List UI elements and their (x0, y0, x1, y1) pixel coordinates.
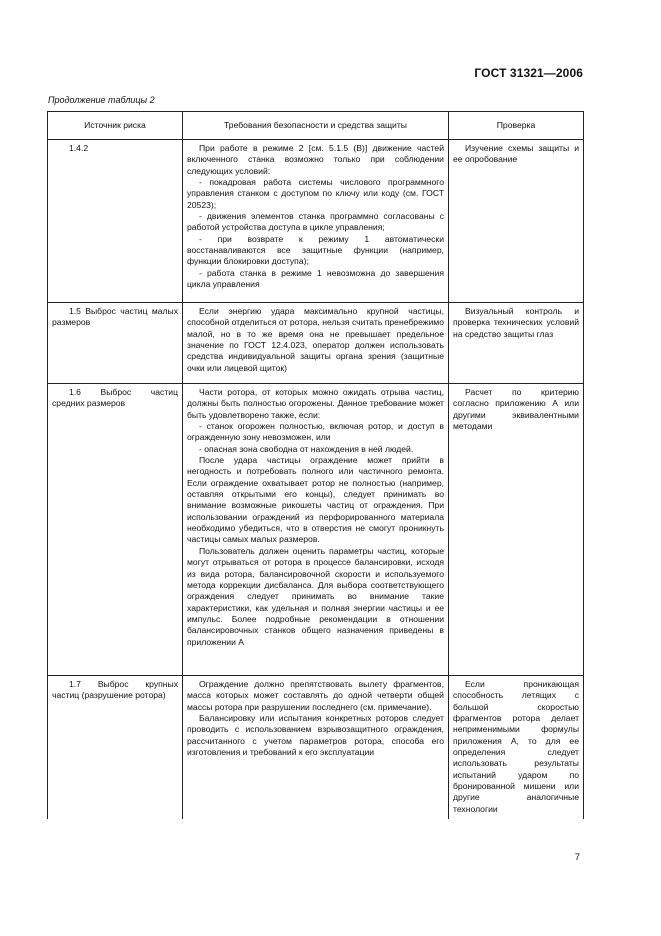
table-header-row (48, 112, 584, 140)
table-row (48, 303, 584, 384)
table-continuation-caption: Продолжение таблицы 2 (48, 95, 155, 105)
check-text: Если проникающая способность летящих с большой скоростью фрагментов ротора делает неприменимыми формулы приложения А, то для ее определения следует использовать результаты испытаний ударом по бронированной мишени или другие аналогичные технологии (453, 679, 579, 814)
requirement-paragraph: Части ротора, от которых можно ожидать отрыва частиц, должны быть полностью огорожены. Данное требование может быть удовлетворено также, если: (187, 387, 444, 420)
safety-requirements-table (47, 111, 584, 819)
requirement-list-item: - опасная зона свободна от нахождения в ней людей. (199, 443, 414, 454)
requirement-paragraph: Если энергию удара максимально крупной частицы, способной отделиться от ротора, нельзя считать пренебрежимо малой, но в то же время она не превышает предельное значение по ГОСТ 12.4.023, оператор должен использовать средства индивидуальной защиты органа зрения (защитные очки или лицевой щиток) (187, 306, 444, 373)
risk-source-cell (48, 384, 183, 676)
requirement-paragraph: Пользователь должен оценить параметры частиц, которые могут отрываться от ротора в процессе балансировки, исходя из вида ротора, балансировочной скорости и используемого метода коррекции дисбаланса. Для выбора соответствующего ограждения следует принимать во внимание такие характеристики, как удельная и полная энергии частицы и ее импульс. Более подробные рекомендации в отношении балансировочных станков общего назначения приведены в приложении А (187, 545, 444, 647)
requirements-cell (183, 384, 449, 676)
check-cell (449, 140, 584, 303)
check-text: Визуальный контроль и проверка технических условий на средство защиты глаз (453, 306, 579, 339)
risk-source-cell (48, 303, 183, 384)
column-header-source: Источник риска (48, 112, 183, 140)
table-row (48, 140, 584, 303)
risk-source-cell (48, 676, 183, 820)
risk-source-text: 1.6 Выброс частиц средних размеров (52, 387, 178, 409)
requirement-paragraph: При работе в режиме 2 [см. 5.1.5 (В)] движение частей включенного станка возможно только при соблюдении следующих условий: (187, 143, 444, 176)
requirements-cell (183, 303, 449, 384)
risk-source-text: 1.4.2 (69, 143, 89, 153)
requirement-list-item: - станок огорожен полностью, включая ротор, и доступ в огражденную зону невозможен, или (187, 421, 444, 443)
requirement-list-item: - при возврате к режиму 1 автоматически восстанавливаются все защитные функции (например, функции блокировки доступа); (187, 233, 444, 267)
requirement-list-item: - работа станка в режиме 1 невозможна до завершения цикла управления (187, 267, 444, 290)
requirement-paragraph: Ограждение должно препятствовать вылету фрагментов, масса которых может составлять до одной четверти общей массы ротора при разрушении последнего (см. примечание). (187, 679, 444, 712)
table-row (48, 676, 584, 820)
requirement-paragraph: Балансировку или испытания конкретных роторов следует проводить с использованием взрывозащитного ограждения, рассчитанного с учетом параметров ротора, способа его изготовления и требований к его эксплуатации (187, 713, 444, 758)
check-text: Изучение схемы защиты и ее опробование (453, 143, 579, 165)
requirement-paragraph: После удара частицы ограждение может прийти в негодность и потребовать полного или частичного ремонта. Если ограждение охватывает ротор не полностью (например, оставляя открытыми его концы), следует принимать во внимание возможные рикошеты частиц от ограждения. При использовании ограждений из перфорированного материала необходимо убедиться, что в отверстия не смогут проникнуть частицы самых малых размеров. (187, 455, 444, 545)
risk-source-text: 1.5 Выброс частиц малых размеров (52, 306, 178, 328)
standard-code: ГОСТ 31321—2006 (474, 66, 583, 80)
page-number: 7 (574, 852, 580, 863)
check-text: Расчет по критерию согласно приложению А или другими эквивалентными методами (453, 387, 579, 432)
column-header-check: Проверка (449, 112, 584, 140)
check-cell (449, 384, 584, 676)
risk-source-cell (48, 140, 183, 303)
requirement-list-item: - покадровая работа системы числового программного управления станком с доступом по ключу или коду (см. ГОСТ 20523); (187, 177, 444, 210)
requirement-list-item: - движения элементов станка программно согласованы с работой устройства доступа в цикле управления; (187, 211, 444, 233)
requirements-cell (183, 676, 449, 820)
check-cell (449, 676, 584, 820)
requirements-cell (183, 140, 449, 303)
risk-source-text: 1.7 Выброс крупных частиц (разрушение ротора) (52, 679, 178, 701)
table-row (48, 384, 584, 676)
column-header-requirements: Требования безопасности и средства защиты (183, 112, 449, 140)
check-cell (449, 303, 584, 384)
